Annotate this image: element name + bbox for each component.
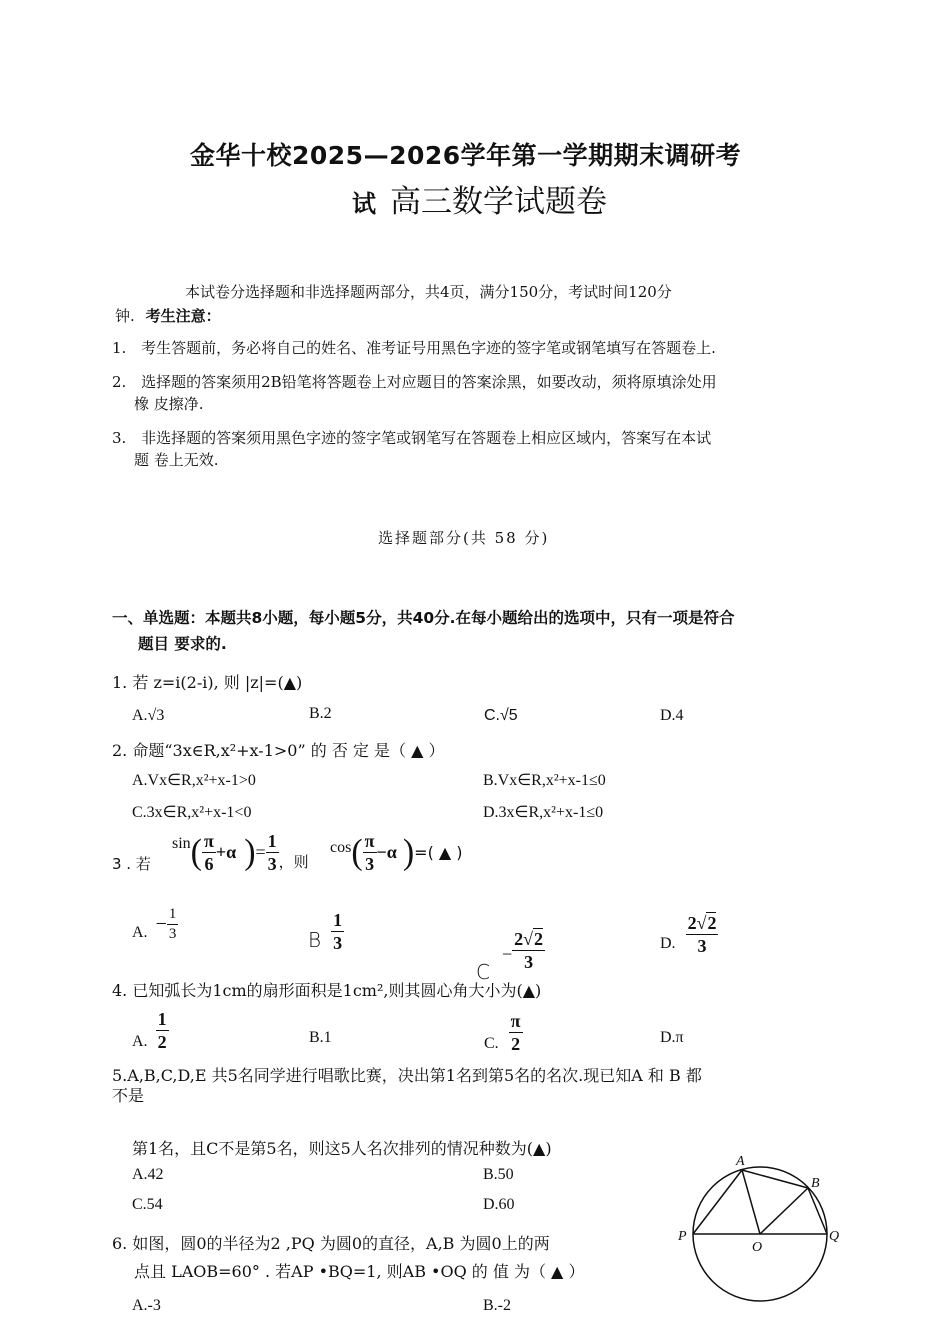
q5-option-a: A.42 (132, 1166, 164, 1183)
q3-option-b-fraction (331, 911, 344, 952)
q5-option-c: C.54 (132, 1196, 163, 1213)
note-3-text: 非选择题的答案须用黑色字迹的签字笔或钢笔写在答题卷上相应区域内，答案写在本试 (141, 429, 712, 447)
q1-option-a: A.√3 (132, 707, 165, 724)
q3-cos-label: cos (330, 838, 352, 856)
q3-tail: =( ▲ ) (414, 843, 463, 862)
q3-option-d-label: D. (660, 934, 676, 952)
q5-stem-line3: 第1名，且C不是第5名，则这5人名次排列的情况种数为(▲) (132, 1139, 552, 1158)
q5-option-b: B.50 (483, 1166, 514, 1183)
q1-option-b: B.2 (309, 705, 332, 722)
q4-a-num: 1 (157, 1009, 167, 1029)
q6-option-b: B.-2 (483, 1297, 511, 1314)
q3-d-sqrt: √ (696, 913, 707, 933)
q3-sin-right-paren: ) (244, 832, 256, 872)
q3-sin-expression (172, 832, 309, 873)
q3-option-a-sign: − (155, 912, 167, 935)
q6-stem-line2: 点且 LAOB=60° . 若AP •BQ=1, 则AB •OQ 的 值 为（ ▲ ） (134, 1262, 585, 1281)
exam-title-line1: 金华十校2025—2026学年第一学期期末调研考 (190, 141, 742, 170)
q3-option-b (308, 910, 344, 952)
segment-ob (760, 1188, 808, 1234)
q3-a-den: 3 (168, 925, 177, 942)
q3-option-d-fraction (686, 914, 719, 955)
q3-option-c-fraction (512, 930, 545, 971)
q3-option-a-label: A. (132, 924, 148, 941)
q4-option-c-fraction (509, 1012, 523, 1053)
q3-option-c-sign: − (501, 943, 513, 964)
q3-sin-pi: π (204, 831, 214, 851)
q3-plus-alpha: +α (215, 842, 237, 862)
q4-option-a-fraction (156, 1010, 169, 1051)
q3-option-c-label: C (476, 960, 490, 984)
q4-option-c (484, 1012, 523, 1053)
q3-option-b-label: B (308, 928, 322, 952)
q3-b-den: 3 (333, 932, 343, 953)
intro-line1: 本试卷分选择题和非选择题两部分，共4页，满分150分，考试时间120分 (185, 283, 672, 301)
q3-cos-right-paren: ) (402, 832, 415, 872)
q4-option-a-label: A. (132, 1032, 148, 1050)
q6-option-a: A.-3 (132, 1297, 161, 1314)
q3-option-a (132, 906, 178, 942)
q3-c-sqrt: √ (523, 928, 534, 949)
q3-c-num (512, 930, 545, 951)
exam-title-line2-prefix: 试 (352, 190, 376, 218)
q2-stem: 2. 命题“3x∈R,x²+x-1>0” 的 否 定 是（ ▲ ） (112, 741, 445, 760)
q1-option-c: C.√5 (484, 707, 518, 724)
q4-option-c-label: C. (484, 1034, 499, 1052)
q3-three: 3 (267, 854, 277, 874)
segment-bq (808, 1188, 827, 1234)
q5-stem-line2: 不是 (112, 1086, 145, 1105)
q3-option-a-fraction (167, 907, 179, 942)
q2-option-b: B.Vx∈R,x²+x-1≤0 (483, 772, 606, 789)
exam-title-line2 (352, 176, 607, 221)
q3-one-third (266, 832, 279, 873)
intro-line2 (115, 305, 221, 326)
q3-a-num: 1 (167, 907, 179, 925)
q3-number: 3 . 若 (112, 855, 151, 873)
segment-ao (742, 1170, 760, 1234)
q3-cos-fraction (363, 832, 377, 873)
q4-option-d: D.π (660, 1029, 684, 1046)
q3-cos-expression (330, 832, 463, 873)
q2-option-a: A.Vx∈R,x²+x-1>0 (132, 772, 256, 789)
note-1-text: 考生答题前，务必将自己的姓名、准考证号用黑色字迹的签字笔或钢笔填写在答题卷上. (141, 339, 716, 357)
q1-option-d: D.4 (660, 707, 684, 724)
q3-d-den: 3 (697, 936, 707, 956)
q4-a-den: 2 (157, 1032, 167, 1052)
q4-c-den: 2 (511, 1034, 521, 1054)
q3-one: 1 (267, 831, 277, 851)
label-p: P (678, 1229, 687, 1244)
note-2-line2: 橡 皮擦净. (134, 395, 204, 413)
q3-b-num: 1 (333, 909, 343, 930)
q4-option-a (132, 1010, 169, 1051)
note-3 (112, 427, 711, 448)
q3-c-den: 3 (524, 951, 534, 972)
q3-sin-six: 6 (204, 854, 214, 874)
section-title: 选择题部分(共 58 分) (378, 529, 550, 547)
q4-stem: 4. 已知弧长为1cm的扇形面积是1cm²,则其圆心角大小为(▲) (112, 981, 542, 1000)
q3-c-coef: 2 (514, 928, 524, 949)
q4-c-num: π (510, 1011, 521, 1031)
q5-option-d: D.60 (483, 1196, 515, 1213)
label-o: O (752, 1240, 763, 1255)
q3-equals: = (255, 842, 266, 862)
q2-option-d: D.3x∈R,x²+x-1≤0 (483, 804, 604, 821)
q3-d-num (686, 914, 719, 935)
q3-d-coef: 2 (687, 913, 697, 933)
q4-option-b: B.1 (309, 1029, 332, 1046)
note-1 (112, 337, 716, 358)
q3-sin-label: sin (172, 834, 191, 852)
part1-heading-line1: 一、单选题：本题共8小题，每小题5分，共40分.在每小题给出的选项中，只有一项是符合 (112, 609, 735, 627)
intro-line2-prefix: 钟. (115, 307, 135, 325)
label-a: A (736, 1154, 745, 1169)
exam-title-line2-main: 高三数学试题卷 (390, 184, 607, 220)
q3-option-c (476, 916, 545, 984)
label-q: Q (829, 1229, 840, 1244)
q3-option-d (660, 914, 718, 955)
q5-stem-line1: 5.A,B,C,D,E 共5名同学进行唱歌比赛，决出第1名到第5名的名次.现已知A 和 B 都 (112, 1066, 702, 1085)
note-3-num: 3. (112, 429, 127, 447)
q2-option-c: C.3x∈R,x²+x-1<0 (132, 804, 252, 821)
note-3-line2: 题 卷上无效. (134, 451, 219, 469)
part1-heading-line2: 题目 要求的. (138, 635, 227, 653)
note-1-num: 1. (112, 339, 127, 357)
q3-sin-left-paren: ( (190, 832, 202, 872)
label-b: B (811, 1176, 820, 1191)
q3-cos-three: 3 (365, 854, 375, 874)
q6-stem-line1: 6. 如图，圆0的半径为2 ,PQ 为圆0的直径，A,B 为圆0上的两 (112, 1234, 550, 1253)
note-2 (112, 371, 717, 392)
circle-figure (672, 1148, 852, 1328)
q3-cos-pi: π (364, 831, 375, 851)
attention-heading: 考生注意： (145, 307, 221, 325)
q3-c-radicand: 2 (534, 928, 544, 949)
q3-sin-fraction (202, 832, 216, 873)
q1-stem: 1. 若 z=i(2-i), 则 |z|=(▲) (112, 673, 303, 692)
q3-cos-left-paren: ( (351, 832, 363, 872)
q3-d-radicand: 2 (707, 913, 717, 933)
note-2-num: 2. (112, 373, 127, 391)
q3-minus-alpha: −α (376, 842, 397, 862)
note-2-text: 选择题的答案须用2B铅笔将答题卷上对应题目的答案涂黑，如要改动，须将原填涂处用 (141, 373, 717, 391)
q3-then: ，则 (278, 853, 309, 871)
